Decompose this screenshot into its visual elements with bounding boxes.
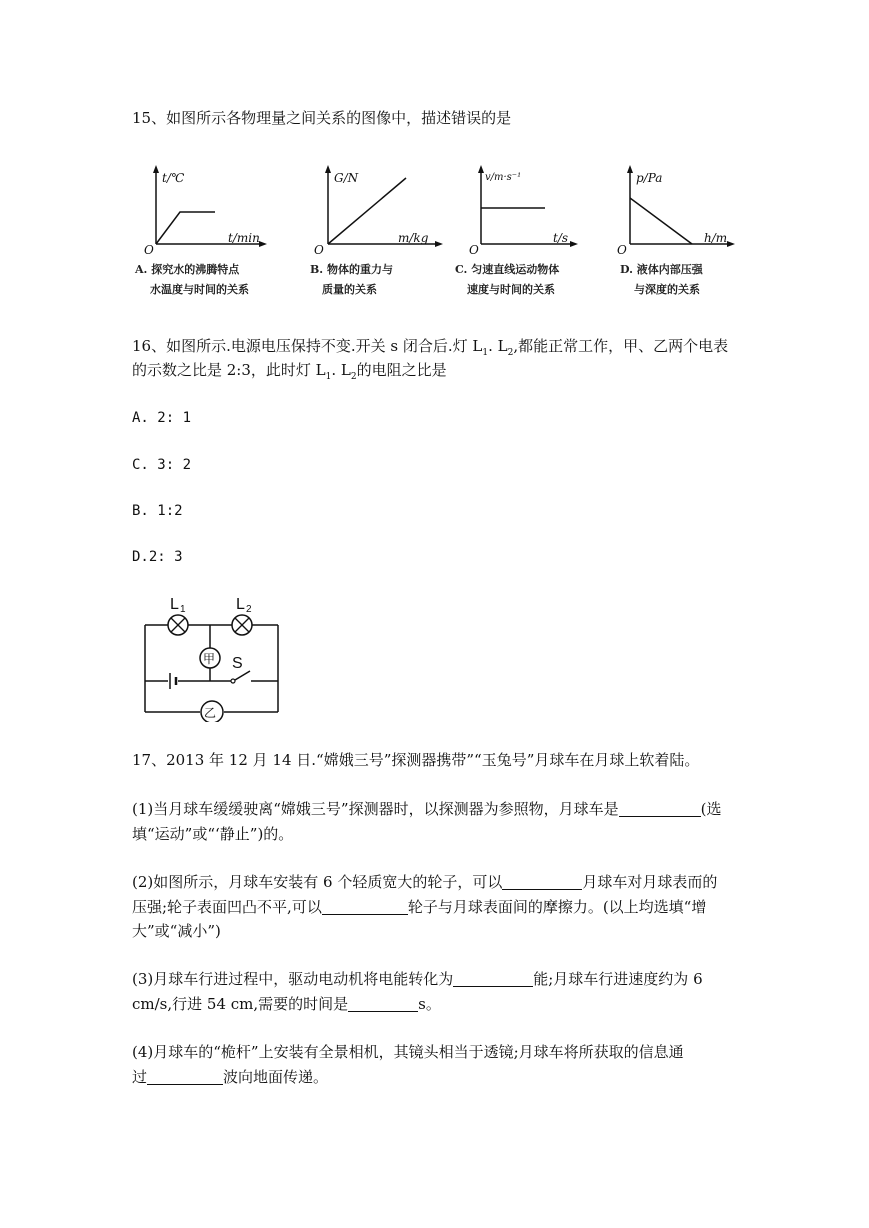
graph-d-caption-1: D. 液体内部压强 xyxy=(620,263,703,276)
circuit-diagram xyxy=(140,592,285,722)
graph-a-xlabel: t/min xyxy=(228,231,260,245)
q17-part2-line1: (2)如图所示，月球车安装有 6 个轻质宽大的轮子，可以 月球车对月球表而的 xyxy=(132,873,718,891)
meter-jia-label: 甲 xyxy=(203,652,216,666)
q16-option-a: A. 2: 1 xyxy=(132,410,192,426)
q17-part4-line1: (4)月球车的“桅杆”上安装有全景相机，其镜头相当于透镜;月球车将所获取的信息通 xyxy=(132,1043,684,1061)
blank-1[interactable] xyxy=(619,800,701,817)
graph-b-ylabel: G/N xyxy=(334,171,359,185)
blank-3[interactable] xyxy=(322,898,408,915)
graph-d xyxy=(614,162,739,257)
graph-d-ylabel: p/Pa xyxy=(636,171,663,185)
graph-c-xlabel: t/s xyxy=(553,231,569,245)
svg-text:1: 1 xyxy=(180,604,186,615)
q16-line-2: 的示数之比是 2:3，此时灯 $L_1$. $L_2$的电阻之比是 xyxy=(132,361,447,382)
lamp-l1-label: L xyxy=(170,596,179,613)
graph-c-ylabel: v/m·s⁻¹ xyxy=(485,172,522,183)
blank-4[interactable] xyxy=(453,970,533,987)
graph-d-origin: O xyxy=(617,243,627,257)
blank-5[interactable] xyxy=(348,995,418,1012)
q17-part2-line2: 压强;轮子表面凹凸不平,可以 轮子与月球表面间的摩擦力。(以上均选填“增 xyxy=(132,898,707,916)
q17-part4-line2: 过 波向地面传递。 xyxy=(132,1068,329,1086)
q16-option-c: C. 3: 2 xyxy=(132,457,192,473)
lamp-l2-label: L xyxy=(236,596,245,613)
graph-d-caption-2: 与深度的关系 xyxy=(634,283,700,296)
graph-c-origin: O xyxy=(469,243,479,257)
graph-c xyxy=(467,162,582,257)
q17-part3-line1: (3)月球车行进过程中，驱动电动机将电能转化为 能;月球车行进速度约为 6 xyxy=(132,970,703,988)
q16-option-d: D.2: 3 xyxy=(132,549,183,565)
graph-a-caption-1: A. 探究水的沸腾特点 xyxy=(135,263,240,276)
graph-b-caption-2: 质量的关系 xyxy=(322,283,377,296)
graph-a-origin: O xyxy=(144,243,154,257)
graph-b-xlabel: m/kg xyxy=(398,231,429,245)
graph-b-caption-1: B. 物体的重力与 xyxy=(310,263,393,276)
graph-a xyxy=(140,162,270,257)
graph-c-caption-2: 速度与时间的关系 xyxy=(467,283,555,296)
meter-yi-label: 乙 xyxy=(204,706,217,720)
switch-label: S xyxy=(232,655,243,672)
graph-b-origin: O xyxy=(314,243,324,257)
q16-option-b: B. 1:2 xyxy=(132,503,183,519)
q17-part1-line2: 填“运动”或“‘静止”)的。 xyxy=(132,825,294,843)
q15-stem: 15、如图所示各物理量之间关系的图像中，描述错误的是 xyxy=(132,109,512,127)
svg-text:2: 2 xyxy=(246,604,252,615)
graph-b xyxy=(312,162,447,257)
blank-2[interactable] xyxy=(502,873,582,890)
graph-a-ylabel: t/℃ xyxy=(162,171,185,185)
q16-line-1: 16、如图所示.电源电压保持不变.开关 s 闭合后.灯 $L_1$. $L_2$,都能正常工作，甲、乙两个电表 xyxy=(132,337,729,358)
q17-part2-line3: 大”或“减小”) xyxy=(132,922,221,940)
blank-6[interactable] xyxy=(147,1068,223,1085)
q17-part1-line1: (1)当月球车缓缓驶离“嫦娥三号”探测器时，以探测器为参照物，月球车是 (选 xyxy=(132,800,722,818)
graph-d-xlabel: h/m xyxy=(704,231,728,245)
q17-stem: 17、2013 年 12 月 14 日.“嫦娥三号”探测器携带”“玉兔号”月球车在月球上软着陆。 xyxy=(132,751,700,769)
graph-c-caption-1: C. 匀速直线运动物体 xyxy=(455,263,560,276)
graph-a-caption-2: 水温度与时间的关系 xyxy=(150,283,249,296)
q17-part3-line2: cm/s,行进 54 cm,需要的时间是 s。 xyxy=(132,995,441,1013)
